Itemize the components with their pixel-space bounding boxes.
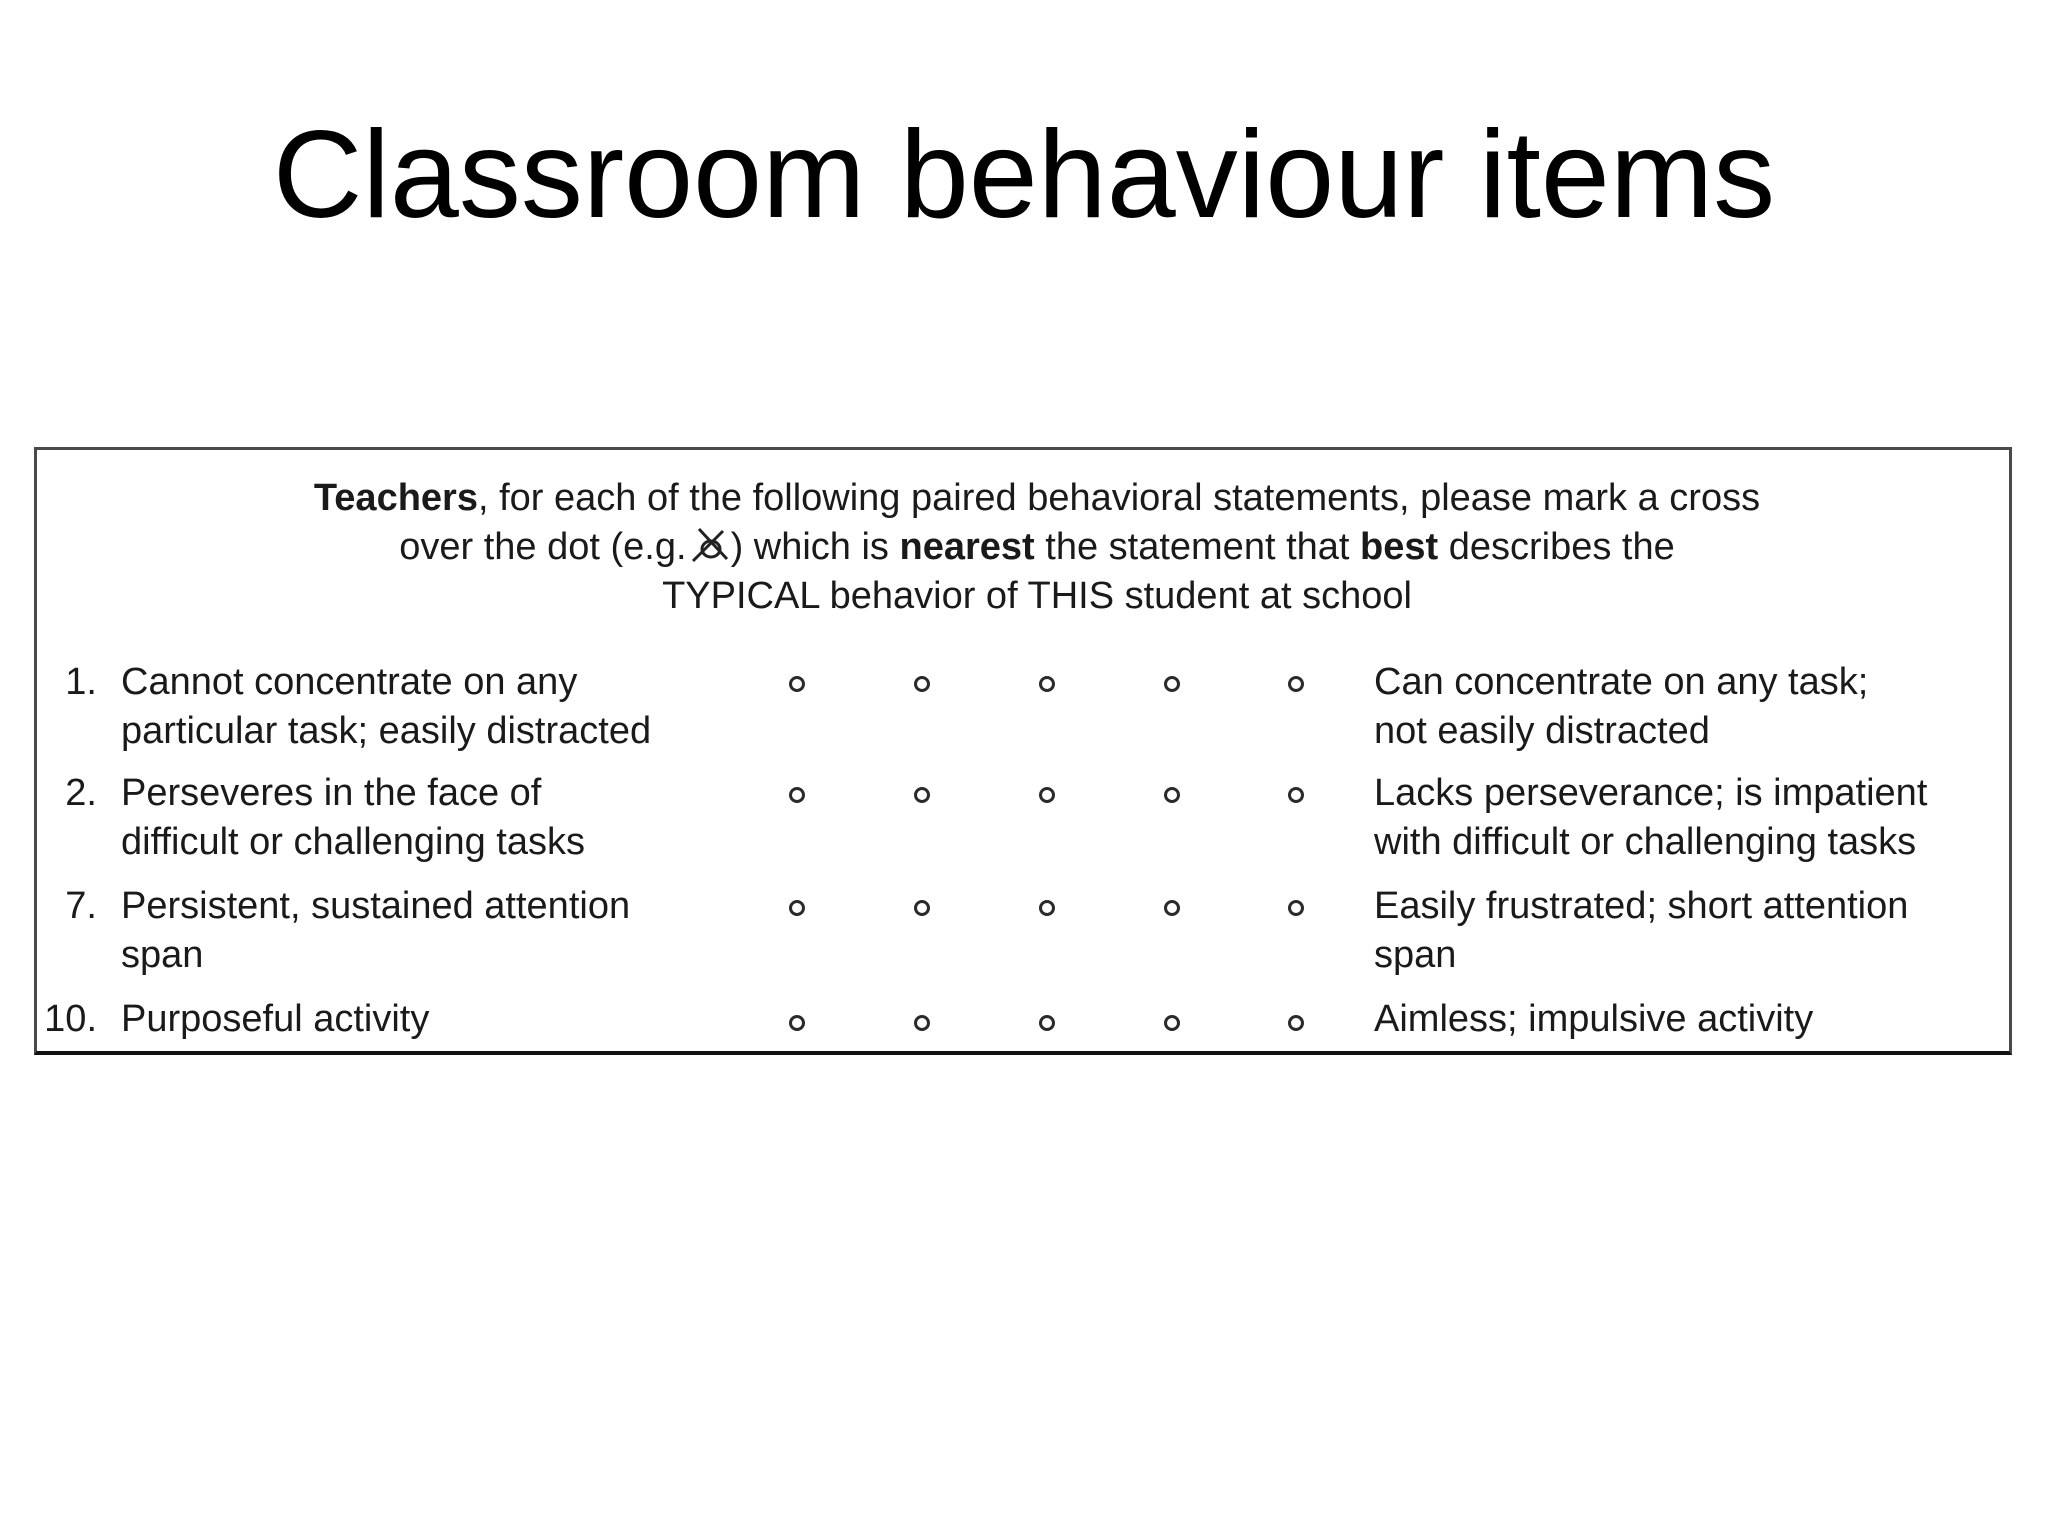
item-right-line-1: Aimless; impulsive activity	[1374, 998, 1814, 1040]
item-left-line-1: Perseveres in the face of	[121, 772, 542, 814]
instructions-best-bold: best	[1360, 526, 1439, 568]
item-left-line-1: Cannot concentrate on any	[121, 661, 578, 703]
item-number: 1.	[65, 661, 97, 703]
instructions-line-3: TYPICAL behavior of THIS student at school	[662, 575, 1412, 617]
item-left-statement	[121, 995, 761, 1044]
rating-dot-2[interactable]	[914, 787, 930, 803]
slide-title: Classroom behaviour items	[272, 106, 1776, 244]
instructions-line-2-d: describes the	[1448, 526, 1675, 568]
item-right-line-2: not easily distracted	[1374, 710, 1710, 752]
item-left-line-1: Purposeful activity	[121, 998, 430, 1040]
item-left-statement	[121, 658, 761, 756]
rating-dot-2[interactable]	[914, 900, 930, 916]
rating-dot-1[interactable]	[789, 676, 805, 692]
item-right-line-1: Can concentrate on any task;	[1374, 661, 1869, 703]
rating-dot-1[interactable]	[789, 900, 805, 916]
rating-dot-5[interactable]	[1288, 900, 1304, 916]
rating-dot-1[interactable]	[789, 1015, 805, 1031]
rating-dot-2[interactable]	[914, 1015, 930, 1031]
rating-dot-3[interactable]	[1039, 676, 1055, 692]
rating-dot-3[interactable]	[1039, 900, 1055, 916]
rating-dot-4[interactable]	[1164, 787, 1180, 803]
rating-dot-3[interactable]	[1039, 787, 1055, 803]
item-left-line-2: span	[121, 934, 204, 976]
item-left-line-2: difficult or challenging tasks	[121, 821, 585, 863]
item-right-line-2: with difficult or challenging tasks	[1374, 821, 1917, 863]
rating-dot-4[interactable]	[1164, 1015, 1180, 1031]
instructions-line-2	[37, 523, 2037, 572]
rating-dot-5[interactable]	[1288, 787, 1304, 803]
instructions-line-2-b: ) which is	[730, 526, 889, 568]
instructions-line-1-text: , for each of the following paired behavioral statements, please mark a cross	[477, 477, 1761, 519]
instructions-line-2-c: the statement that	[1045, 526, 1350, 568]
item-number: 2.	[65, 772, 97, 814]
instructions-nearest-bold: nearest	[899, 526, 1035, 568]
rating-dot-1[interactable]	[789, 787, 805, 803]
rating-dot-5[interactable]	[1288, 676, 1304, 692]
item-number: 10.	[44, 998, 97, 1040]
instructions-line-1	[37, 474, 2037, 523]
item-right-statement	[1374, 995, 2014, 1044]
item-right-line-1: Easily frustrated; short attention	[1374, 885, 1909, 927]
rating-dot-4[interactable]	[1164, 676, 1180, 692]
item-number: 7.	[65, 885, 97, 927]
item-left-line-1: Persistent, sustained attention	[121, 885, 631, 927]
rating-dot-2[interactable]	[914, 676, 930, 692]
item-right-statement	[1374, 769, 2014, 867]
rating-dot-3[interactable]	[1039, 1015, 1055, 1031]
rating-dot-4[interactable]	[1164, 900, 1180, 916]
rating-dot-5[interactable]	[1288, 1015, 1304, 1031]
item-left-statement	[121, 769, 761, 867]
item-right-line-2: span	[1374, 934, 1457, 976]
item-left-statement	[121, 882, 761, 980]
instructions-teachers-bold: Teachers	[313, 477, 478, 519]
instructions-line-2-a: over the dot (e.g.	[399, 526, 687, 568]
item-right-line-1: Lacks perseverance; is impatient	[1374, 772, 1928, 814]
behaviour-rating-form	[34, 447, 2012, 1055]
crossed-dot-icon	[687, 525, 731, 565]
item-right-statement	[1374, 882, 2014, 980]
item-left-line-2: particular task; easily distracted	[121, 710, 652, 752]
item-right-statement	[1374, 658, 2014, 756]
form-instructions	[37, 474, 2037, 621]
